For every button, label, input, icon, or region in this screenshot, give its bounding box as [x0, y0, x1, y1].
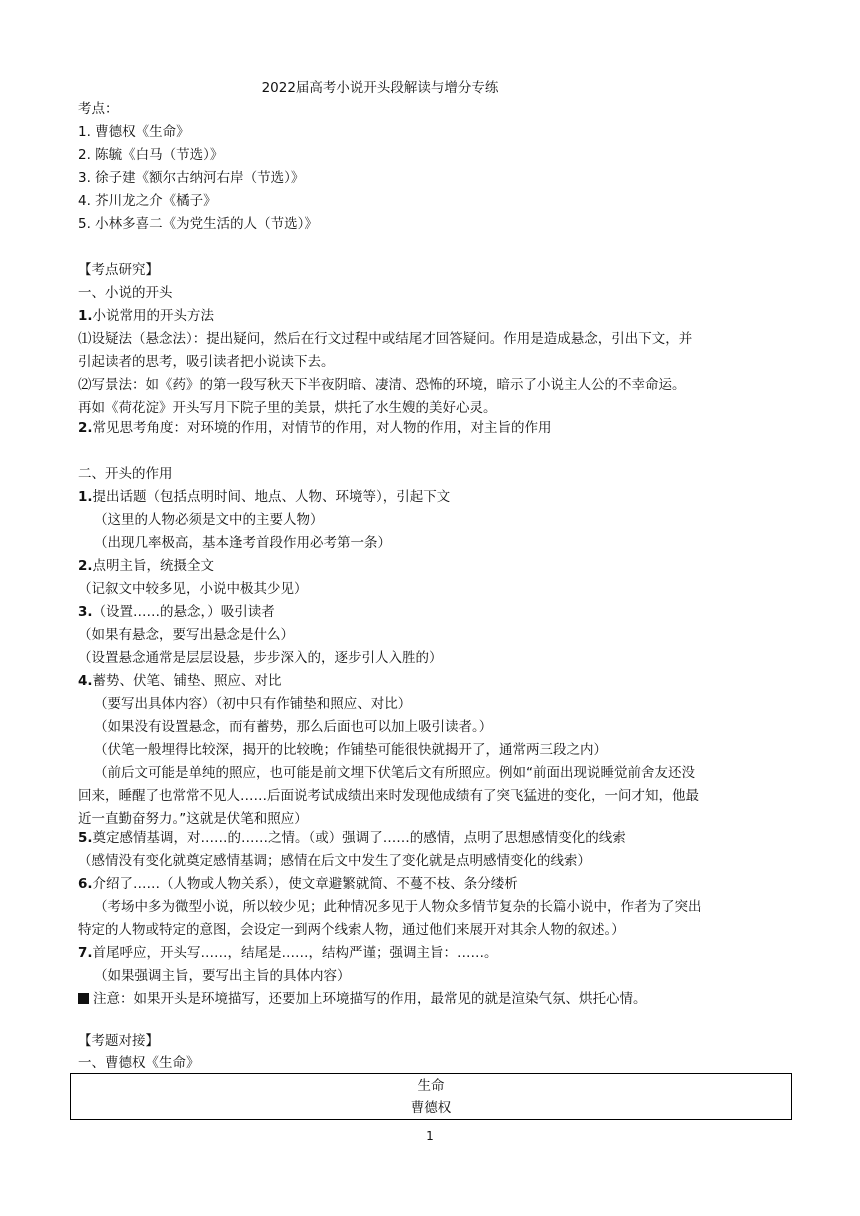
- item-4-note-4-line-2: 回来，睡醒了也常常不见人……后面说考试成绩出来时发现他成绩有了突飞猛进的变化，一问才知，他最: [78, 788, 699, 804]
- method-2-line-2: 再如《荷花淀》开头写月下院子里的美景，烘托了水生嫂的美好心灵。: [78, 400, 497, 416]
- item-6-note-1-line-2: 特定的人物或特定的意图，会设定一到两个线索人物，通过他们来展开对其余人物的叙述。）: [78, 922, 625, 938]
- section-1-sub-1: [78, 306, 214, 326]
- item-number: 4.: [78, 673, 93, 689]
- item-number: 6.: [78, 876, 93, 892]
- exam-item-1: 一、曹德权《生命》: [78, 1055, 200, 1071]
- point-item-1: 1. 曹德权《生命》: [78, 124, 190, 140]
- points-heading: 考点：: [78, 101, 119, 117]
- item-1: [78, 487, 450, 507]
- item-4: [78, 671, 282, 691]
- item-number: 7.: [78, 945, 93, 961]
- passage-box: [70, 1073, 792, 1120]
- item-1-note-1: （这里的人物必须是文中的主要人物）: [94, 512, 324, 528]
- item-6-note-1-line-1: （考场中多为微型小说，所以较少见；此种情况多见于人物众多情节复杂的长篇小说中，作者为了突出: [94, 899, 702, 915]
- item-1-note-2: （出现几率极高，基本逢考首段作用必考第一条）: [94, 535, 391, 551]
- page-number: 1: [426, 1129, 434, 1143]
- note-line: [78, 989, 647, 1009]
- item-text: 提出话题（包括点明时间、地点、人物、环境等），引起下文: [92, 489, 451, 505]
- exam-heading: 【考题对接】: [78, 1033, 159, 1049]
- item-text: 奠定感情基调，对……的……之情。（或）强调了……的感情，点明了思想感情变化的线索: [92, 830, 626, 846]
- point-item-2: 2. 陈毓《白马（节选）》: [78, 147, 224, 163]
- item-3-note-2: （设置悬念通常是层层设悬，步步深入的，逐步引人入胜的）: [78, 650, 443, 666]
- research-heading: 【考点研究】: [78, 262, 159, 278]
- method-1-line-1: ⑴设疑法（悬念法）：提出疑问，然后在行文过程中或结尾才回答疑问。作用是造成悬念，引出下文，并: [78, 331, 693, 347]
- item-5: [78, 828, 626, 848]
- item-text: 蓄势、伏笔、铺垫、照应、对比: [92, 673, 282, 689]
- item-6: [78, 874, 518, 894]
- item-2-note-1: （记叙文中较多见，小说中极其少见）: [78, 581, 308, 597]
- item-text: 点明主旨，统摄全文: [92, 558, 215, 574]
- item-4-note-1: （要写出具体内容）（初中只有作铺垫和照应、对比）: [94, 696, 412, 712]
- item-7: [78, 943, 498, 963]
- item-2: [78, 556, 214, 576]
- sub-number: 1.: [78, 308, 93, 324]
- item-3: [78, 602, 275, 622]
- sub-number: 2.: [78, 420, 93, 436]
- item-number: 3.: [78, 604, 93, 620]
- section-1-heading: 一、小说的开头: [78, 285, 173, 301]
- section-1-sub-2: [78, 418, 552, 438]
- point-item-3: 3. 徐子建《额尔古纳河右岸（节选）》: [78, 170, 305, 186]
- point-item-5: 5. 小林多喜二《为党生活的人（节选）》: [78, 216, 318, 232]
- item-4-note-2: （如果没有设置悬念，而有蓄势，那么后面也可以加上吸引读者。）: [94, 719, 493, 735]
- method-1-line-2: 引起读者的思考，吸引读者把小说读下去。: [78, 354, 335, 370]
- method-2-line-1: ⑵写景法：如《药》的第一段写秋天下半夜阴暗、凄清、恐怖的环境，暗示了小说主人公的不幸命运。: [78, 377, 686, 393]
- black-square-icon: [78, 993, 89, 1004]
- item-text: （设置……的悬念，）吸引读者: [92, 604, 275, 620]
- section-2-heading: 二、开头的作用: [78, 466, 173, 482]
- item-5-note-1: （感情没有变化就奠定感情基调；感情在后文中发生了变化就是点明感情变化的线索）: [78, 853, 591, 869]
- item-7-note-1: （如果强调主旨，要写出主旨的具体内容）: [94, 968, 351, 984]
- item-4-note-4-line-3: 近一直勤奋努力。”这就是伏笔和照应）: [78, 811, 308, 827]
- item-number: 1.: [78, 489, 93, 505]
- document-title: 2022届高考小说开头段解读与增分专练: [261, 80, 499, 96]
- item-3-note-1: （如果有悬念，要写出悬念是什么）: [78, 627, 294, 643]
- item-text: 介绍了……（人物或人物关系），使文章避繁就简、不蔓不枝、条分缕析: [92, 876, 518, 892]
- item-number: 5.: [78, 830, 93, 846]
- note-text: 注意：如果开头是环境描写，还要加上环境描写的作用，最常见的就是渲染气氛、烘托心情。: [93, 991, 647, 1007]
- sub-text: 小说常用的开头方法: [92, 308, 215, 324]
- item-4-note-3: （伏笔一般埋得比较深，揭开的比较晚；作铺垫可能很快就揭开了，通常两三段之内）: [94, 742, 607, 758]
- sub-text: 常见思考角度：对环境的作用，对情节的作用，对人物的作用，对主旨的作用: [92, 420, 552, 436]
- item-text: 首尾呼应，开头写……，结尾是……，结构严谨；强调主旨：……。: [92, 945, 498, 961]
- item-4-note-4-line-1: （前后文可能是单纯的照应，也可能是前文埋下伏笔后文有所照应。例如“前面出现说睡觉前舍友还没: [94, 765, 695, 781]
- item-number: 2.: [78, 558, 93, 574]
- passage-author: 曹德权: [410, 1100, 452, 1116]
- passage-title: 生命: [417, 1078, 445, 1094]
- point-item-4: 4. 芥川龙之介《橘子》: [78, 193, 217, 209]
